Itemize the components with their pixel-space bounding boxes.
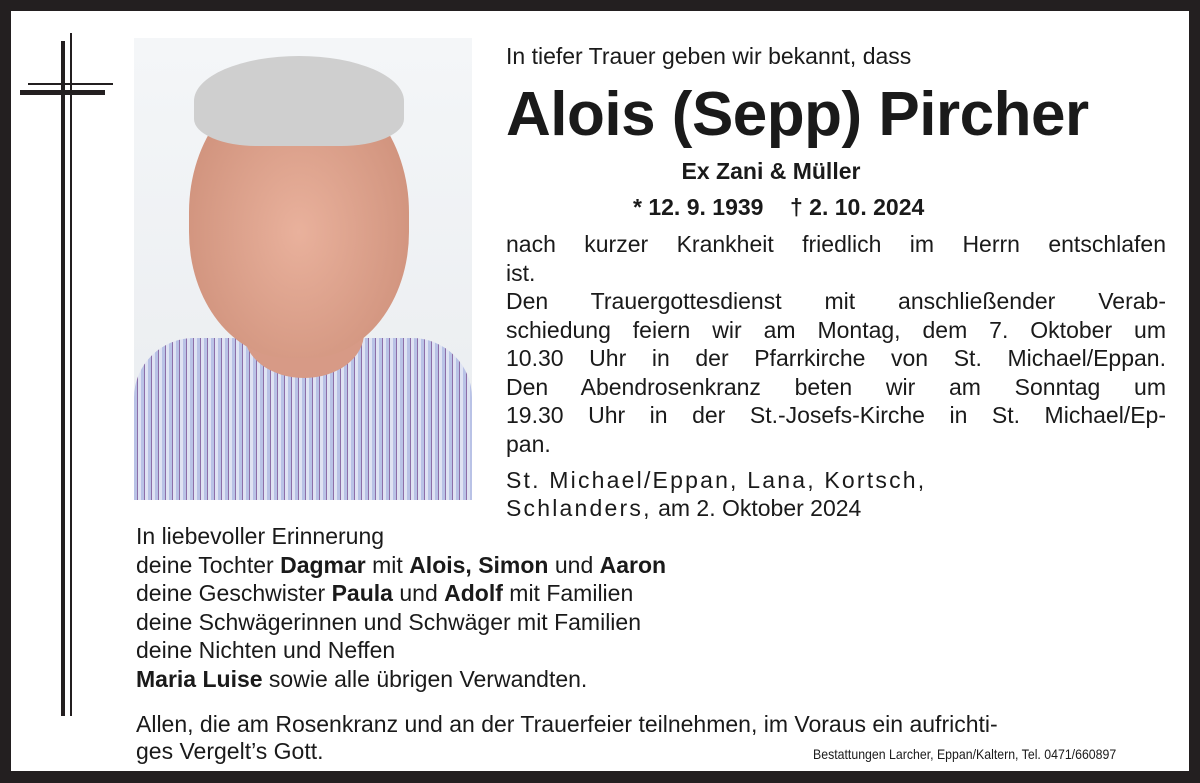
body-line: nach kurzer Krankheit friedlich im Herrn entschlafen (506, 231, 1166, 257)
place-text: Schlanders, (506, 495, 652, 521)
death-date: † 2. 10. 2024 (790, 194, 925, 220)
body-line: 10.30 Uhr in der Pfarrkirche von St. Michael/Eppan. (506, 345, 1166, 371)
family-list (136, 522, 666, 693)
body-line: 19.30 Uhr in der St.-Josefs-Kirche in St. Michael/Ep- (506, 402, 1166, 428)
date-text: am 2. Oktober 2024 (658, 495, 862, 521)
body-line: schiedung feiern wir am Montag, dem 7. Oktober um (506, 316, 1166, 343)
body-line: pan. (506, 430, 551, 457)
family-line: deine Tochter Dagmar mit Alois, Simon und Aaron (136, 551, 667, 578)
family-line: In liebevoller Erinnerung (136, 523, 385, 549)
announcement-body (506, 230, 1166, 458)
portrait-photo (134, 38, 472, 500)
undertaker-credit: Bestattungen Larcher, Eppan/Kaltern, Tel. 0471/660897 (813, 746, 1117, 762)
birth-date: * 12. 9. 1939 (633, 194, 764, 220)
closing-line: Allen, die am Rosenkranz und an der Trauerfeier teilnehmen, im Voraus ein aufrichti- (136, 711, 998, 737)
place-date-line (506, 494, 861, 523)
body-line: Den Trauergottesdienst mit anschließender Verab- (506, 288, 1166, 314)
family-line: deine Geschwister Paula und Adolf mit Familien (136, 580, 634, 606)
family-line: Maria Luise sowie alle übrigen Verwandten. (136, 665, 588, 692)
closing-line: ges Vergelt’s Gott. (136, 738, 324, 764)
intro-text: In tiefer Trauer geben wir bekannt, dass (506, 43, 912, 69)
place-line: St. Michael/Eppan, Lana, Kortsch, (506, 467, 927, 493)
deceased-name: Alois (Sepp) Pircher (506, 80, 1089, 149)
family-line: deine Nichten und Neffen (136, 637, 396, 663)
body-line: ist. (506, 259, 536, 286)
family-line: deine Schwägerinnen und Schwäger mit Familien (136, 608, 642, 635)
body-line: Den Abendrosenkranz beten wir am Sonntag um (506, 373, 1166, 400)
former-names: Ex Zani & Müller (681, 158, 861, 184)
